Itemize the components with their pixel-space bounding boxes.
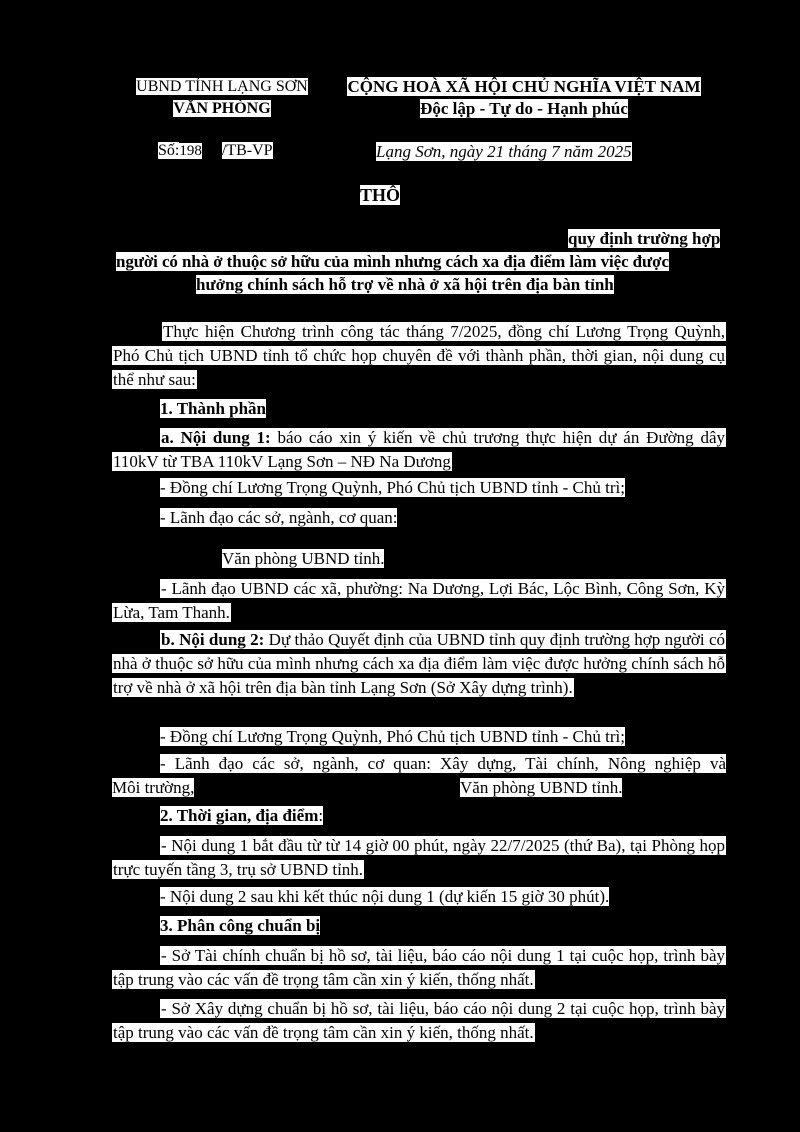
nation-motto: Độc lập - Tự do - Hạnh phúc <box>420 99 628 118</box>
item-a-leaders: - Lãnh đạo các sở, ngành, cơ quan: <box>160 508 398 527</box>
item-b-leaders-line2b: Văn phòng UBND tỉnh. <box>460 778 623 797</box>
section-3-heading: 3. Phân công chuẩn bị <box>160 916 321 935</box>
place-date-text: Lạng Sơn, ngày 21 tháng 7 năm 2025 <box>376 142 632 161</box>
item-b-label: b. Nội dung 2: <box>161 630 265 649</box>
place-date <box>376 141 632 163</box>
number-suffix: /TB-VP <box>221 142 273 159</box>
agency-name: UBND TỈNH LẠNG SƠN <box>136 78 308 95</box>
number-prefix: Số: <box>158 142 180 159</box>
item-a-communes: - Lãnh đạo UBND các xã, phường: Na Dương, Lợi Bác, Lộc Bình, Công Sơn, Kỳ Lừa, Tam Thanh. <box>113 579 725 622</box>
intro-paragraph: Thực hiện Chương trình công tác tháng 7/2025, đồng chí Lương Trọng Quỳnh, Phó Chủ tịch UBND tỉnh tổ chức họp chuyên đề với thành phần, thời gian, nội dung cụ thể như sau: <box>113 322 725 389</box>
subject-line-2: người có nhà ở thuộc sở hữu của mình nhưng cách xa địa điểm làm việc được <box>116 252 669 271</box>
item-a-label: a. Nội dung 1: <box>161 428 271 447</box>
item-b-chair: - Đồng chí Lương Trọng Quỳnh, Phó Chủ tịch UBND tỉnh - Chủ trì; <box>160 727 625 746</box>
doc-type-title <box>360 183 400 207</box>
nation-title: CỘNG HOÀ XÃ HỘI CHỦ NGHĨA VIỆT NAM <box>347 77 701 96</box>
item-b-paragraph <box>112 628 726 700</box>
office-name: VĂN PHÒNG <box>173 100 271 117</box>
section-2-item-1: - Nội dung 1 bắt đầu từ từ 14 giờ 00 phút, ngày 22/7/2025 (thứ Ba), tại Phòng họp trực tuyến tầng 3, trụ sở UBND tỉnh. <box>113 836 725 879</box>
item-a-text: báo cáo xin ý kiến về chủ trương thực hiện dự án Đường dây 110kV từ TBA 110kV Lạng Sơn – NĐ Na Dương <box>113 428 726 471</box>
item-b-text: Dự thảo Quyết định của UBND tỉnh quy định trường hợp người có nhà ở thuộc sở hữu của mình nhưng cách xa địa điểm làm việc được hưởng chính sách hỗ trợ về nhà ở xã hội trên địa bàn tỉnh Lạng Sơn (Sở Xây dựng trình). <box>113 630 725 697</box>
section-1-heading: 1. Thành phần <box>160 399 267 418</box>
section-2-heading: 2. Thời gian, địa điểm: <box>160 806 324 825</box>
item-b-leaders-line1: - Lãnh đạo các sở, ngành, cơ quan: Xây dựng, Tài chính, Nông nghiệp và <box>160 754 726 773</box>
doc-type-text: THÔ <box>360 185 401 205</box>
number-value: 198 <box>179 143 202 159</box>
section-3-item-2: - Sở Xây dựng chuẩn bị hồ sơ, tài liệu, báo cáo nội dung 2 tại cuộc họp, trình bày tập trung vào các vấn đề trọng tâm cần xin ý kiến, thống nhất. <box>113 999 725 1042</box>
item-a-paragraph <box>112 426 726 474</box>
item-a-office: Văn phòng UBND tỉnh. <box>222 549 385 568</box>
agency-block <box>126 76 318 120</box>
section-3-item-1: - Sở Tài chính chuẩn bị hồ sơ, tài liệu, báo cáo nội dung 1 tại cuộc họp, trình bày tập trung vào các vấn đề trọng tâm cần xin ý kiến, thống nhất. <box>113 946 725 989</box>
item-a-chair: - Đồng chí Lương Trọng Quỳnh, Phó Chủ tịch UBND tỉnh - Chủ trì; <box>160 478 625 497</box>
subject-line-3: hưởng chính sách hỗ trợ về nhà ở xã hội trên địa bàn tỉnh <box>196 275 614 294</box>
document-number <box>158 140 273 162</box>
section-2-item-2: - Nội dung 2 sau khi kết thúc nội dung 1 (dự kiến 15 giờ 30 phút). <box>160 887 610 906</box>
national-header <box>340 76 708 120</box>
subject-line-1: quy định trường hợp <box>568 229 721 248</box>
item-b-leaders-line2a: Môi trường, <box>112 778 195 797</box>
